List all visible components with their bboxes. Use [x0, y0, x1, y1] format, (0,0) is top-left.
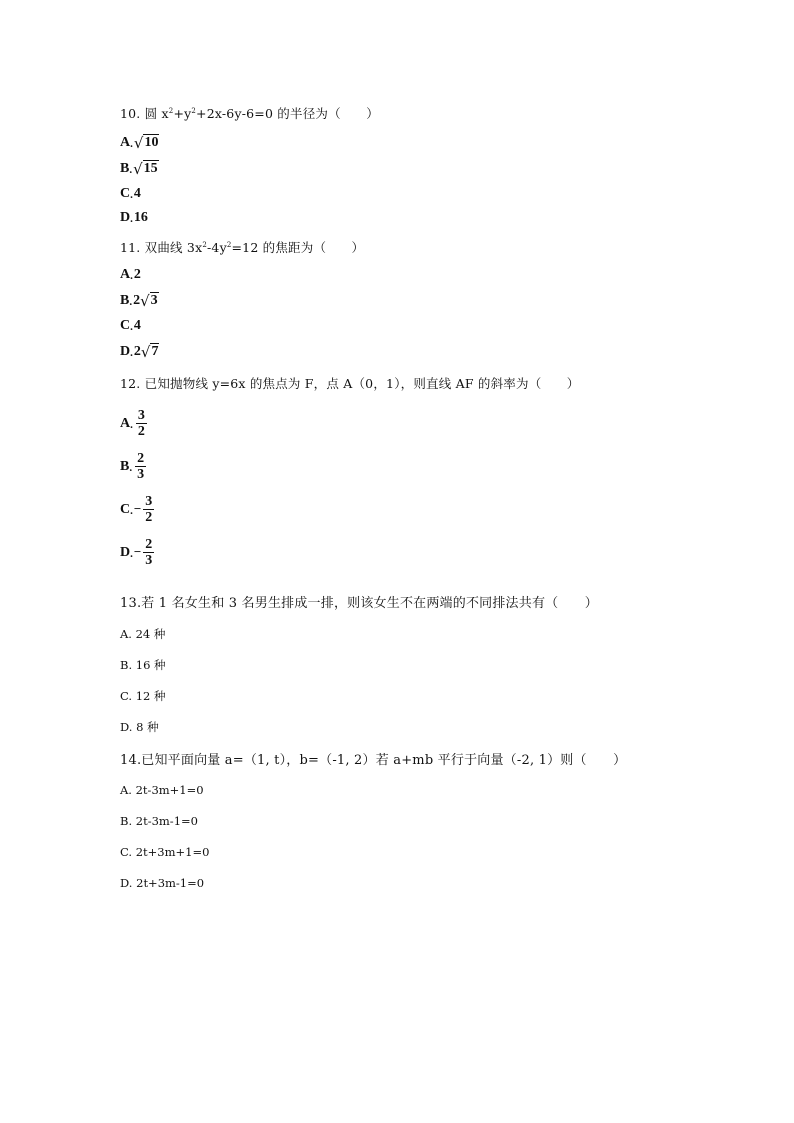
- q11-option-b[interactable]: [120, 292, 159, 309]
- option-letter: B: [120, 161, 130, 176]
- q13-option-d[interactable]: D. 8 种: [120, 720, 159, 734]
- coefficient: 2: [133, 344, 141, 359]
- fraction: [135, 451, 146, 482]
- option-letter: A: [120, 135, 131, 150]
- option-separator: .: [130, 347, 133, 359]
- q14-option-d[interactable]: D. 2t+3m-1=0: [120, 876, 205, 890]
- question-12-stem: 12. 已知抛物线 y=6x 的焦点为 F，点 A（0，1），则直线 AF 的斜率为（ ）: [120, 376, 580, 391]
- radicand: 7: [151, 344, 159, 359]
- option-separator: .: [130, 547, 133, 560]
- option-separator: .: [130, 270, 133, 282]
- option-separator: .: [130, 138, 133, 150]
- q11-option-c[interactable]: [120, 318, 141, 334]
- fraction: [143, 494, 154, 525]
- sqrt-expression: [141, 343, 160, 359]
- option-separator: .: [129, 296, 133, 308]
- q10-stem-part: +y: [173, 106, 192, 121]
- numerator: 3: [145, 494, 153, 509]
- q11-option-d[interactable]: [120, 343, 159, 360]
- option-value: 4: [133, 318, 141, 333]
- q10-option-b[interactable]: [120, 160, 159, 177]
- q13-option-c[interactable]: C. 12 种: [120, 689, 166, 703]
- q10-superscript: 2: [168, 107, 174, 115]
- question-10-stem: [120, 104, 379, 122]
- option-letter: A: [120, 267, 131, 282]
- denominator: 2: [137, 424, 145, 440]
- q10-stem-part: +2x-6y-6=0 的半径为（ ）: [196, 106, 379, 121]
- option-letter: C: [120, 186, 131, 201]
- option-letter: D: [120, 210, 131, 225]
- option-separator: .: [129, 164, 133, 176]
- option-separator: .: [130, 189, 133, 201]
- sign: −: [133, 543, 142, 559]
- q11-stem-part: 11. 双曲线 3x: [120, 240, 203, 255]
- q11-stem-part: -4y: [207, 240, 227, 255]
- option-value: 4: [133, 186, 141, 201]
- sign: −: [133, 500, 142, 516]
- option-separator: .: [130, 213, 133, 225]
- q10-option-a[interactable]: [120, 134, 159, 151]
- option-letter: C: [120, 318, 131, 333]
- option-letter: C: [120, 501, 131, 517]
- sqrt-expression: [133, 160, 159, 176]
- option-letter: D: [120, 344, 131, 359]
- q12-option-c[interactable]: [120, 494, 154, 525]
- sqrt-expression: [134, 134, 160, 150]
- q11-superscript: 2: [202, 241, 207, 249]
- radical-sign-icon: √: [133, 160, 143, 178]
- radicand: 3: [150, 293, 158, 308]
- radicand: 15: [143, 161, 158, 176]
- radical-sign-icon: √: [140, 292, 150, 310]
- q12-option-d[interactable]: [120, 537, 154, 568]
- option-value: 2: [133, 267, 141, 282]
- q13-option-a[interactable]: A. 24 种: [120, 627, 166, 641]
- radicand: 10: [144, 135, 159, 150]
- q10-option-d[interactable]: [120, 210, 148, 226]
- question-14-stem: 14.已知平面向量 a=（1, t），b=（-1, 2）若 a+mb 平行于向量（-2, 1）则（ ）: [120, 753, 627, 768]
- option-letter: D: [120, 544, 131, 560]
- numerator: 3: [137, 408, 145, 423]
- q13-option-b[interactable]: B. 16 种: [120, 658, 166, 672]
- coefficient: 2: [133, 293, 141, 308]
- numerator: 2: [145, 537, 153, 552]
- q10-option-c[interactable]: [120, 186, 141, 202]
- numerator: 2: [137, 451, 145, 466]
- question-13-stem: 13.若 1 名女生和 3 名男生排成一排，则该女生不在两端的不同排法共有（ ）: [120, 596, 598, 611]
- option-separator: .: [130, 418, 133, 431]
- denominator: 3: [137, 467, 145, 483]
- option-letter: A: [120, 415, 131, 431]
- sqrt-expression: [140, 292, 159, 308]
- q12-option-b[interactable]: [120, 451, 146, 482]
- denominator: 3: [145, 553, 153, 569]
- option-letter: B: [120, 458, 130, 474]
- option-value: 16: [133, 210, 148, 225]
- denominator: 2: [145, 510, 153, 526]
- q14-option-c[interactable]: C. 2t+3m+1=0: [120, 845, 210, 859]
- fraction: [143, 537, 154, 568]
- radical-sign-icon: √: [140, 343, 151, 361]
- q14-option-a[interactable]: A. 2t-3m+1=0: [120, 783, 204, 797]
- q11-option-a[interactable]: [120, 267, 141, 283]
- q11-stem-part: =12 的焦距为（ ）: [231, 240, 365, 255]
- q12-option-a[interactable]: [120, 408, 147, 439]
- q10-stem-part: 10. 圆 x: [120, 106, 169, 121]
- radical-sign-icon: √: [133, 134, 144, 152]
- fraction: [136, 408, 147, 439]
- option-letter: B: [120, 293, 130, 308]
- q10-superscript: 2: [191, 107, 197, 115]
- option-separator: .: [129, 461, 133, 474]
- q14-option-b[interactable]: B. 2t-3m-1=0: [120, 814, 198, 828]
- q11-superscript: 2: [226, 241, 232, 249]
- option-separator: .: [130, 321, 133, 333]
- option-separator: .: [130, 504, 133, 517]
- question-11-stem: [120, 238, 364, 256]
